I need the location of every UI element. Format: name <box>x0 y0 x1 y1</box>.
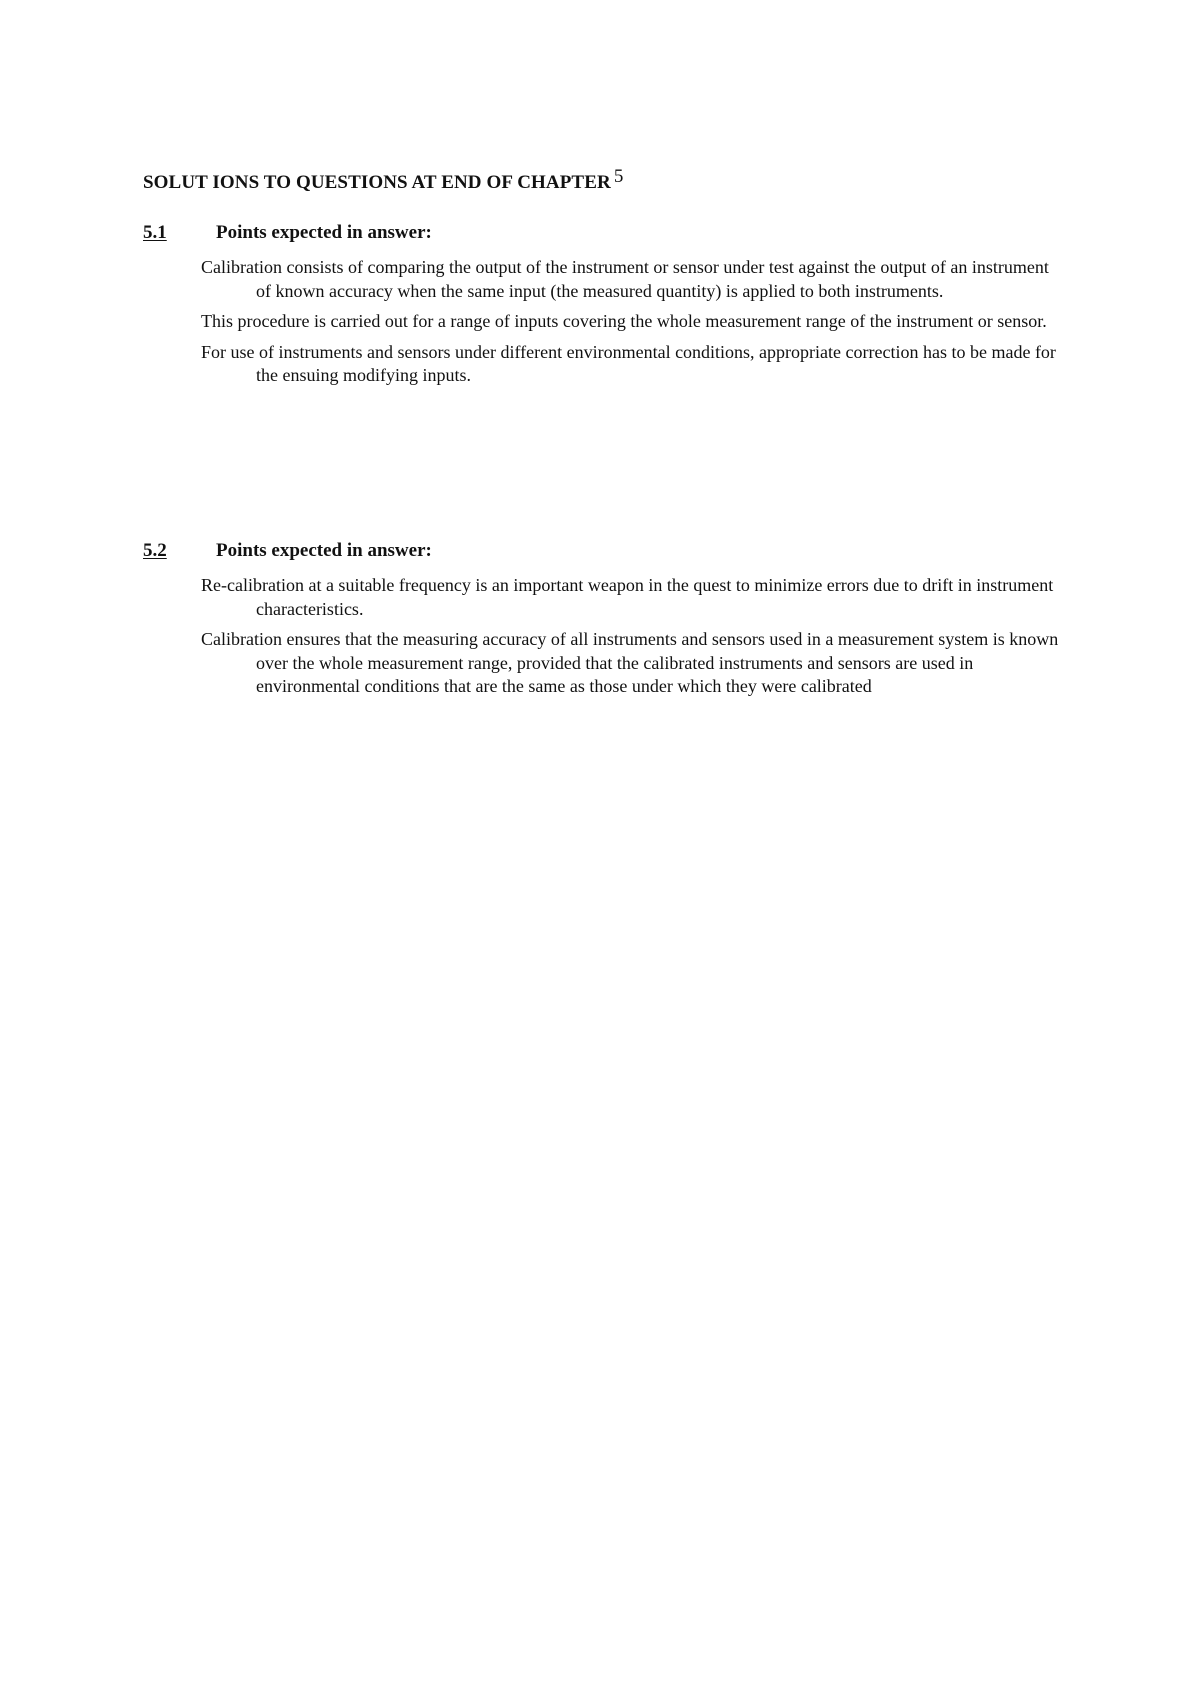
answer-point: This procedure is carried out for a range of inputs covering the whole measurement range of the instrument or sensor. <box>201 311 1047 331</box>
question-title: Points expected in answer: <box>216 222 432 243</box>
question-title: Points expected in answer: <box>216 540 432 561</box>
page-title-text: SOLUT IONS TO QUESTIONS AT END OF CHAPTER <box>143 172 611 193</box>
chapter-number: 5 <box>613 166 624 187</box>
question-5-2 <box>143 540 1063 699</box>
answer-point: Re-calibration at a suitable frequency is an important weapon in the quest to minimize errors due to drift in instrument characteristics. <box>201 575 1054 619</box>
question-5-1 <box>143 222 1063 388</box>
question-header <box>143 540 1063 568</box>
answer-point: Calibration consists of comparing the output of the instrument or sensor under test against the output of an instrument of known accuracy when the same input (the measured quantity) is applied to both instruments. <box>201 257 1049 301</box>
answer-points <box>143 574 1063 699</box>
answer-point: Calibration ensures that the measuring accuracy of all instruments and sensors used in a measurement system is known over the whole measurement range, provided that the calibrated instruments and sensors are used in environmental conditions that are the same as those under which they were calibrated <box>201 629 1059 696</box>
question-number: 5.1 <box>143 222 167 243</box>
answer-points <box>143 256 1063 388</box>
question-number: 5.2 <box>143 540 167 561</box>
page-title <box>143 166 624 194</box>
question-header <box>143 222 1063 250</box>
answer-point: For use of instruments and sensors under different environmental conditions, appropriate correction has to be made for the ensuing modifying inputs. <box>201 341 1056 385</box>
